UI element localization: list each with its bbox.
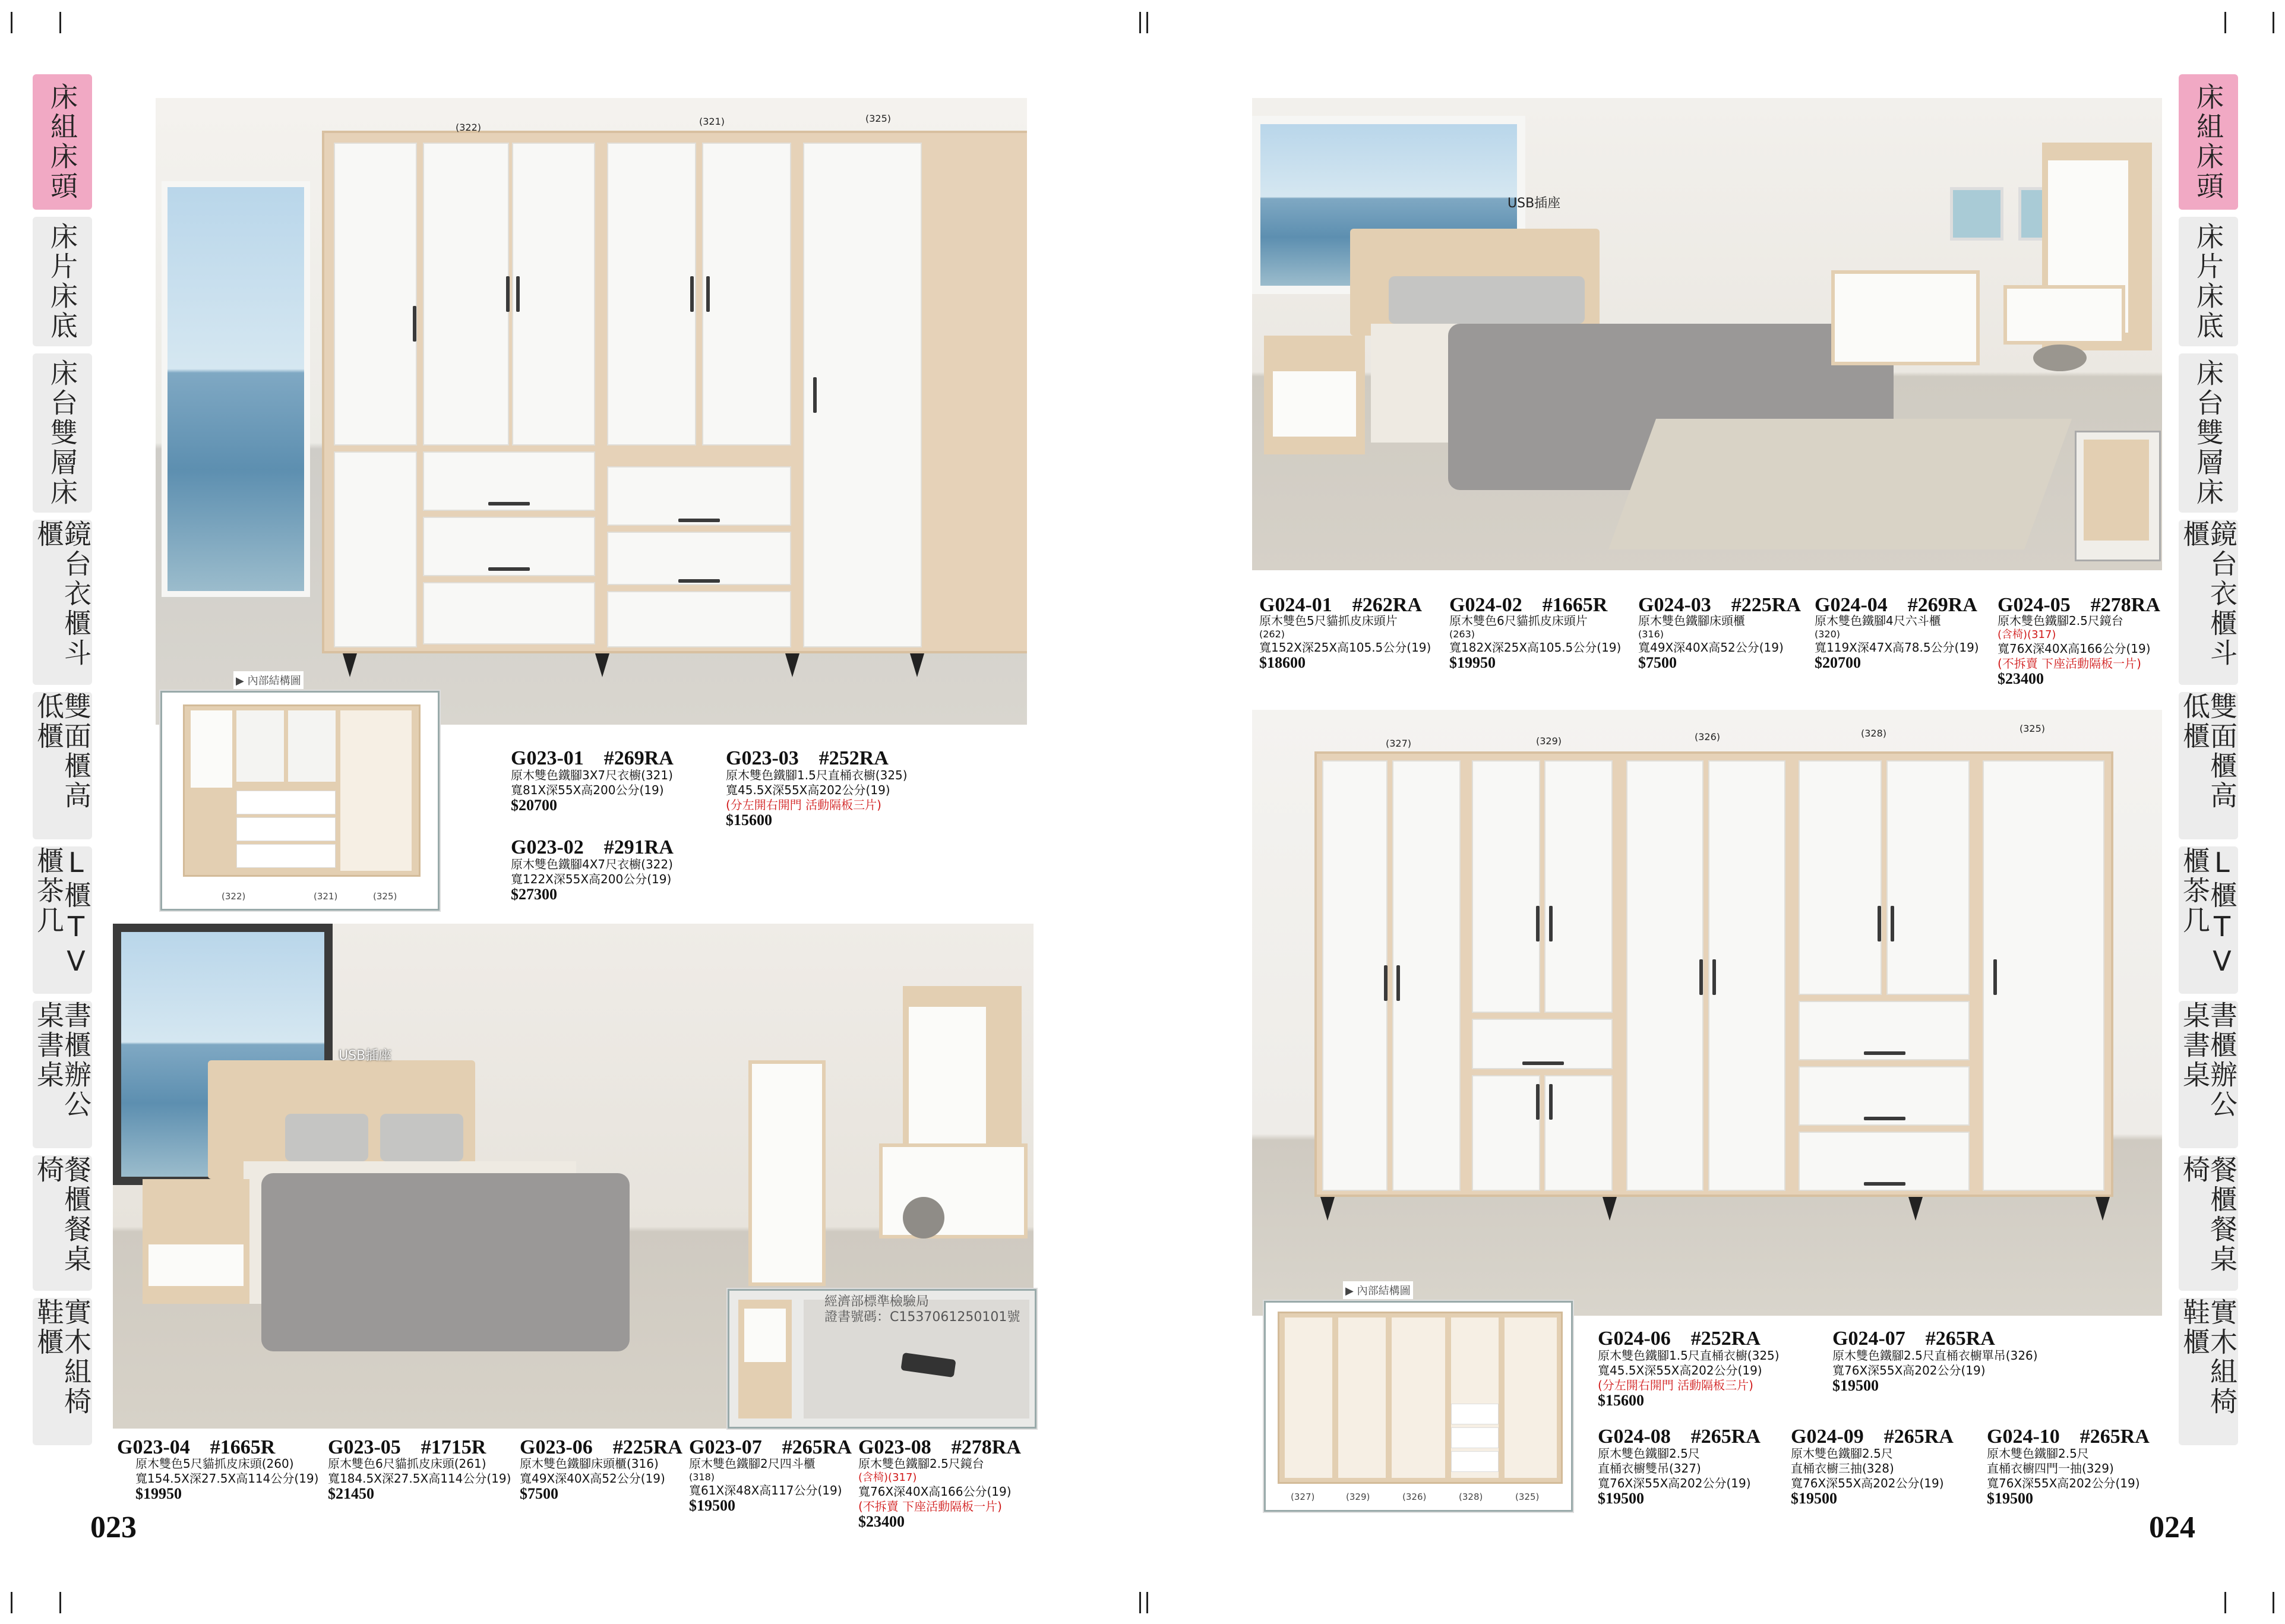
product-info-g023-08: 原木雙色鐵腳2.5尺鏡台 (含椅)(317) 寬76X深40X高166公分(19) (不拆賣 下座活動隔板一片) $23400 <box>858 1456 1012 1530</box>
product-code-g023-06: G023-06 #225RA <box>520 1436 682 1458</box>
product-info-g024-09: 原木雙色鐵腳2.5尺 直桶衣櫥三抽(328) 寬76X深55X高202公分(19) $19500 <box>1791 1446 1944 1507</box>
wardrobe-label-325: (325) <box>865 113 892 124</box>
crop-mark <box>59 12 61 33</box>
product-info-g023-01: 原木雙色鐵腳3X7尺衣櫥(321) 寬81X深55X高200公分(19) $20700 <box>511 768 673 814</box>
crop-mark <box>2224 1592 2226 1613</box>
product-code-g024-03: G024-03 #225RA <box>1638 594 1801 616</box>
crop-mark <box>2224 12 2226 33</box>
product-info-g024-03: 原木雙色鐵腳床頭櫃 (316) 寬49X深40X高52公分(19) $7500 <box>1638 614 1784 671</box>
product-code-g023-05: G023-05 #1715R <box>328 1436 486 1458</box>
wardrobe-label-326: (326) <box>1695 731 1721 743</box>
product-info-g024-04: 原木雙色鐵腳4尺六斗櫃 (320) 寬119X深47X高78.5公分(19) $20700 <box>1815 614 1979 671</box>
side-tab[interactable]: 床台雙層床 <box>33 353 92 513</box>
side-tab[interactable]: L櫃TV櫃茶几 <box>33 846 92 994</box>
crop-mark <box>1146 12 1148 33</box>
crop-mark <box>2273 12 2274 33</box>
product-code-g024-09: G024-09 #265RA <box>1791 1426 1954 1448</box>
product-info-g024-07: 原木雙色鐵腳2.5尺直桶衣櫥單吊(326) 寬76X深55X高202公分(19) $19500 <box>1832 1348 2038 1394</box>
product-code-g023-04: G023-04 #1665R <box>117 1436 276 1458</box>
product-code-g024-06: G024-06 #252RA <box>1598 1328 1761 1350</box>
crop-mark <box>1139 12 1141 33</box>
side-tabs-left <box>33 74 92 1500</box>
interior-inset-g024 <box>1264 1285 1573 1512</box>
product-info-g024-02: 原木雙色6尺貓抓皮床頭片 (263) 寬182X深25X高105.5公分(19) $19950 <box>1449 614 1622 671</box>
product-code-g023-01: G023-01 #269RA <box>511 747 674 769</box>
side-tabs-right <box>2179 74 2238 1500</box>
cert-authority: 經濟部標準檢驗局 <box>824 1294 930 1309</box>
product-info-g023-04: 原木雙色5尺貓抓皮床頭(260) 寬154.5X深27.5X高114公分(19) $19950 <box>135 1456 319 1502</box>
crop-mark <box>59 1592 61 1613</box>
side-tab[interactable]: 餐櫃餐桌椅 <box>2179 1155 2238 1291</box>
product-info-g024-01: 原木雙色5尺貓抓皮床頭片 (262) 寬152X深25X高105.5公分(19) $18600 <box>1259 614 1431 671</box>
side-tab[interactable]: 床片床底 <box>33 217 92 346</box>
page-number-right: 024 <box>2149 1511 2195 1544</box>
wardrobe-label-329: (329) <box>1536 735 1562 747</box>
product-code-g024-10: G024-10 #265RA <box>1987 1426 2150 1448</box>
product-code-g024-01: G024-01 #262RA <box>1259 594 1422 616</box>
side-tab[interactable]: 雙面櫃高低櫃 <box>2179 692 2238 839</box>
wardrobe-photo-g024 <box>1252 710 2162 1316</box>
inset-title: ▶ 內部結構圖 <box>233 671 304 689</box>
product-info-g024-06: 原木雙色鐵腳1.5尺直桶衣櫥(325) 寬45.5X深55X高202公分(19) (分左開右開門 活動隔板三片) $15600 <box>1598 1348 1780 1409</box>
product-info-g024-05: 原木雙色鐵腳2.5尺鏡台 (含椅)(317) 寬76X深40X高166公分(19) (不拆賣 下座活動隔板一片) $23400 <box>1998 614 2151 687</box>
inset-label-328: (328) <box>1459 1492 1483 1502</box>
inset-label-325: (325) <box>373 891 397 902</box>
product-info-g023-07: 原木雙色鐵腳2尺四斗櫃 (318) 寬61X深48X高117公分(19) $19500 <box>689 1456 842 1514</box>
page-number-left: 023 <box>90 1511 137 1544</box>
product-code-g024-04: G024-04 #269RA <box>1815 594 1977 616</box>
product-info-g023-05: 原木雙色6尺貓抓皮床頭(261) 寬184.5X深27.5X高114公分(19) $21450 <box>328 1456 511 1502</box>
inset-label-326: (326) <box>1402 1492 1427 1502</box>
product-code-g024-08: G024-08 #265RA <box>1598 1426 1761 1448</box>
crop-mark <box>1139 1592 1141 1613</box>
crop-mark <box>2273 1592 2274 1613</box>
inset-label-329: (329) <box>1346 1492 1370 1502</box>
side-tab[interactable]: 書櫃辦公桌書桌 <box>2179 1001 2238 1148</box>
side-tab[interactable]: 鏡台衣櫃斗櫃 <box>2179 520 2238 685</box>
product-code-g024-05: G024-05 #278RA <box>1998 594 2160 616</box>
cert-number: 證書號碼：C1537061250101號 <box>824 1310 1020 1325</box>
wardrobe-label-321: (321) <box>699 116 725 127</box>
wardrobe-label-327: (327) <box>1386 738 1412 749</box>
side-tab[interactable]: 床台雙層床 <box>2179 353 2238 513</box>
wardrobe-label-322: (322) <box>456 122 482 133</box>
wardrobe-label-328: (328) <box>1861 728 1887 739</box>
side-tab[interactable]: 床片床底 <box>2179 217 2238 346</box>
side-tab[interactable]: 實木組椅鞋櫃 <box>2179 1298 2238 1445</box>
interior-inset-g023 <box>160 675 440 911</box>
inset-label-325: (325) <box>1515 1492 1540 1502</box>
crop-mark <box>11 1592 12 1613</box>
product-info-g024-10: 原木雙色鐵腳2.5尺 直桶衣櫥四門一抽(329) 寬76X深55X高202公分(19) $19500 <box>1987 1446 2140 1507</box>
bedroom-photo-g024 <box>1252 98 2162 570</box>
inset-label-327: (327) <box>1291 1492 1315 1502</box>
inset-label-322: (322) <box>222 891 246 902</box>
side-tab[interactable]: 雙面櫃高低櫃 <box>33 692 92 839</box>
crop-mark <box>11 12 12 33</box>
product-info-g023-02: 原木雙色鐵腳4X7尺衣櫥(322) 寬122X深55X高200公分(19) $27300 <box>511 857 673 903</box>
cert-inset <box>728 1289 1036 1429</box>
wardrobe-label-325b: (325) <box>2019 723 2046 734</box>
inset-title-right: ▶ 內部結構圖 <box>1343 1281 1413 1299</box>
usb-label: USB插座 <box>339 1048 392 1063</box>
side-tab[interactable]: 實木組椅鞋櫃 <box>33 1298 92 1445</box>
product-code-g024-02: G024-02 #1665R <box>1449 594 1608 616</box>
inset-label-321: (321) <box>314 891 338 902</box>
product-info-g024-08: 原木雙色鐵腳2.5尺 直桶衣櫥雙吊(327) 寬76X深55X高202公分(19) $19500 <box>1598 1446 1751 1507</box>
side-tab[interactable]: 書櫃辦公桌書桌 <box>33 1001 92 1148</box>
side-tab[interactable]: 床組床頭 <box>33 74 92 210</box>
product-code-g023-08: G023-08 #278RA <box>858 1436 1021 1458</box>
usb-label-right: USB插座 <box>1507 196 1561 211</box>
side-tab[interactable]: L櫃TV櫃茶几 <box>2179 846 2238 994</box>
side-tab[interactable]: 餐櫃餐桌椅 <box>33 1155 92 1291</box>
product-code-g023-02: G023-02 #291RA <box>511 836 674 858</box>
product-code-g024-07: G024-07 #265RA <box>1832 1328 1995 1350</box>
side-tab[interactable]: 床組床頭 <box>2179 74 2238 210</box>
side-tab[interactable]: 鏡台衣櫃斗櫃 <box>33 520 92 685</box>
product-info-g023-06: 原木雙色鐵腳床頭櫃(316) 寬49X深40X高52公分(19) $7500 <box>520 1456 665 1502</box>
wardrobe-photo-g023 <box>156 98 1027 725</box>
product-code-g023-03: G023-03 #252RA <box>726 747 889 769</box>
product-code-g023-07: G023-07 #265RA <box>689 1436 852 1458</box>
crop-mark <box>1146 1592 1148 1613</box>
product-info-g023-03: 原木雙色鐵腳1.5尺直桶衣櫥(325) 寬45.5X深55X高202公分(19) (分左開右開門 活動隔板三片) $15600 <box>726 768 908 829</box>
